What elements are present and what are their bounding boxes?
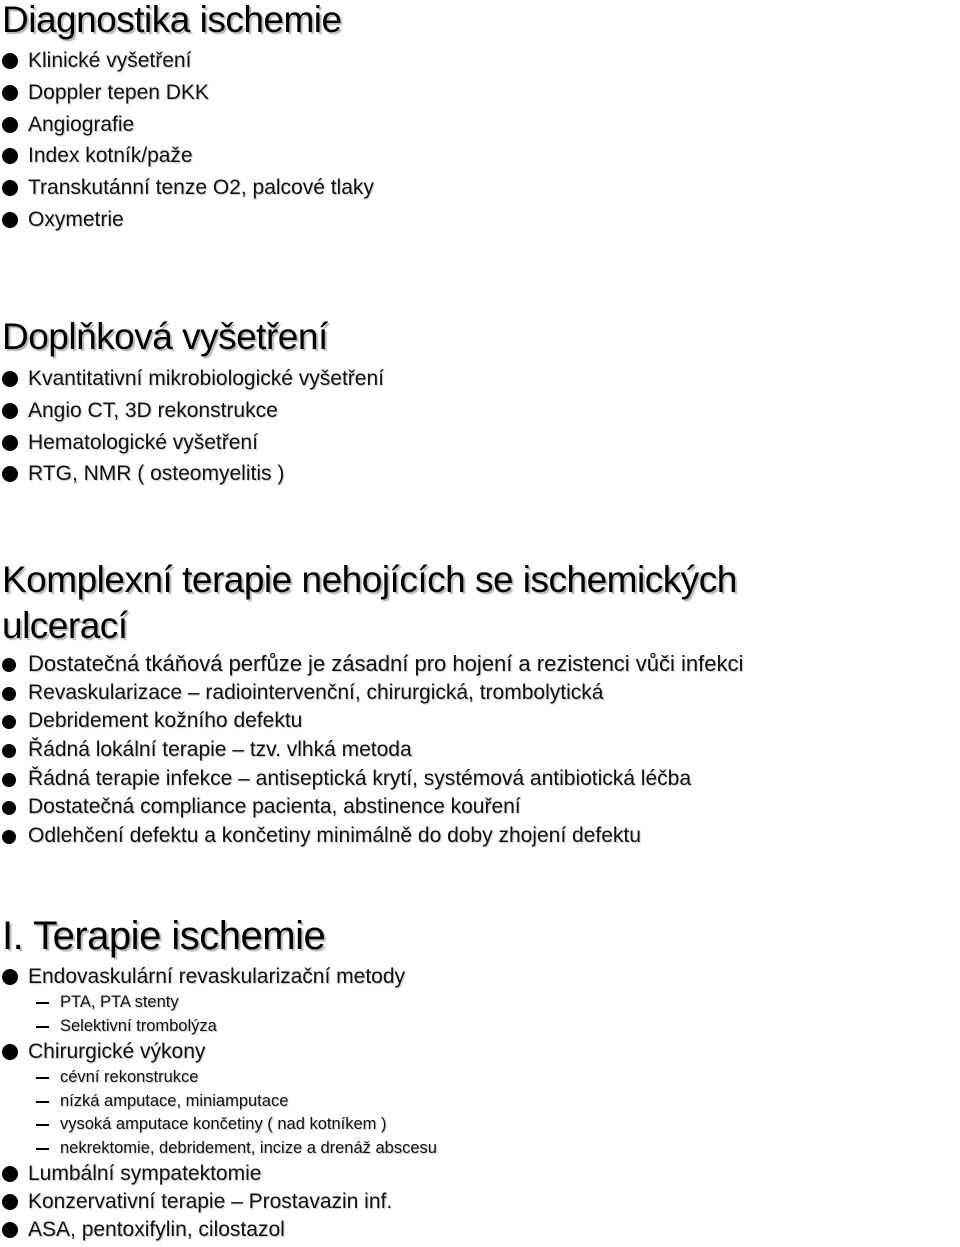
bullet-icon	[2, 801, 16, 815]
section-title: Doplňková vyšetření	[2, 316, 328, 357]
bullet-list	[0, 45, 960, 236]
list-item: Kvantitativní mikrobiologické vyšetření	[0, 363, 960, 395]
list-item: Oxymetrie	[0, 204, 960, 236]
bullet-icon	[2, 1166, 18, 1182]
dash-icon	[36, 1148, 49, 1150]
list-item: Řádná terapie infekce – antiseptická krytí, systémová antibiotická léčba	[0, 765, 960, 794]
list-item: Doppler tepen DKK	[0, 77, 960, 109]
bullet-icon	[2, 435, 18, 451]
list-item: Klinické vyšetření	[0, 45, 960, 77]
bullet-icon	[2, 1044, 18, 1060]
dash-icon	[36, 1101, 49, 1103]
list-item: Lumbální sympatektomie	[0, 1160, 960, 1188]
bullet-icon	[2, 403, 18, 419]
bullet-icon	[2, 212, 18, 228]
bullet-list	[0, 363, 960, 490]
bullet-icon	[2, 117, 18, 133]
bullet-icon	[2, 148, 18, 164]
section-title	[0, 557, 960, 649]
bullet-icon	[2, 744, 16, 758]
list-item: Endovaskulární revaskularizační metody	[0, 963, 960, 991]
sub-list-item: cévní rekonstrukce	[0, 1066, 960, 1090]
dash-icon	[36, 1077, 49, 1079]
bullet-icon	[2, 687, 16, 701]
section-title: Diagnostika ischemie	[2, 0, 342, 40]
sub-list-item: nekrektomie, debridement, incize a drenáž abscesu	[0, 1137, 960, 1161]
section-terapie-ischemie	[0, 910, 960, 1244]
list-item: Index kotník/paže	[0, 140, 960, 172]
sub-list-item: PTA, PTA stenty	[0, 991, 960, 1015]
section-title: I. Terapie ischemie	[2, 914, 326, 958]
bullet-icon	[2, 969, 18, 985]
bullet-icon	[2, 371, 18, 387]
list-item: Debridement kožního defektu	[0, 707, 960, 736]
section-doplnkova	[0, 313, 960, 490]
section-title-line1: Komplexní terapie nehojících se ischemických	[2, 559, 737, 600]
bullet-icon	[2, 658, 16, 672]
bullet-icon	[2, 715, 16, 729]
list-item: Dostatečná tkáňová perfůze je zásadní pro hojení a rezistenci vůči infekci	[0, 650, 960, 679]
list-item: Angio CT, 3D rekonstrukce	[0, 395, 960, 427]
bullet-icon	[2, 53, 18, 69]
list-item: Řádná lokální terapie – tzv. vlhká metoda	[0, 736, 960, 765]
list-item: ASA, pentoxifylin, cilostazol	[0, 1216, 960, 1244]
bullet-icon	[2, 1222, 18, 1238]
bullet-icon	[2, 830, 16, 844]
list-item: Odlehčení defektu a končetiny minimálně do doby zhojení defektu	[0, 822, 960, 851]
bullet-icon	[2, 773, 16, 787]
dash-icon	[36, 1124, 49, 1126]
list-item: Hematologické vyšetření	[0, 427, 960, 459]
bullet-icon	[2, 466, 18, 482]
list-item: Transkutánní tenze O2, palcové tlaky	[0, 172, 960, 204]
section-komplexni-terapie	[0, 557, 960, 851]
dash-icon	[36, 1002, 49, 1004]
sub-list-item: Selektivní trombolýza	[0, 1015, 960, 1039]
bullet-list	[0, 650, 960, 851]
bullet-list	[0, 963, 960, 1244]
section-title-line2: ulcerací	[2, 605, 128, 646]
list-item: RTG, NMR ( osteomyelitis )	[0, 458, 960, 490]
sub-list-item: vysoká amputace končetiny ( nad kotníkem )	[0, 1113, 960, 1137]
bullet-icon	[2, 1194, 18, 1210]
bullet-icon	[2, 85, 18, 101]
section-diagnostika	[0, 0, 960, 236]
list-item: Angiografie	[0, 109, 960, 141]
list-item: Chirurgické výkony	[0, 1038, 960, 1066]
sub-list-item: nízká amputace, miniamputace	[0, 1090, 960, 1114]
list-item: Konzervativní terapie – Prostavazin inf.	[0, 1188, 960, 1216]
list-item: Revaskularizace – radiointervenční, chirurgická, trombolytická	[0, 679, 960, 708]
bullet-icon	[2, 180, 18, 196]
list-item: Dostatečná compliance pacienta, abstinence kouření	[0, 793, 960, 822]
dash-icon	[36, 1026, 49, 1028]
